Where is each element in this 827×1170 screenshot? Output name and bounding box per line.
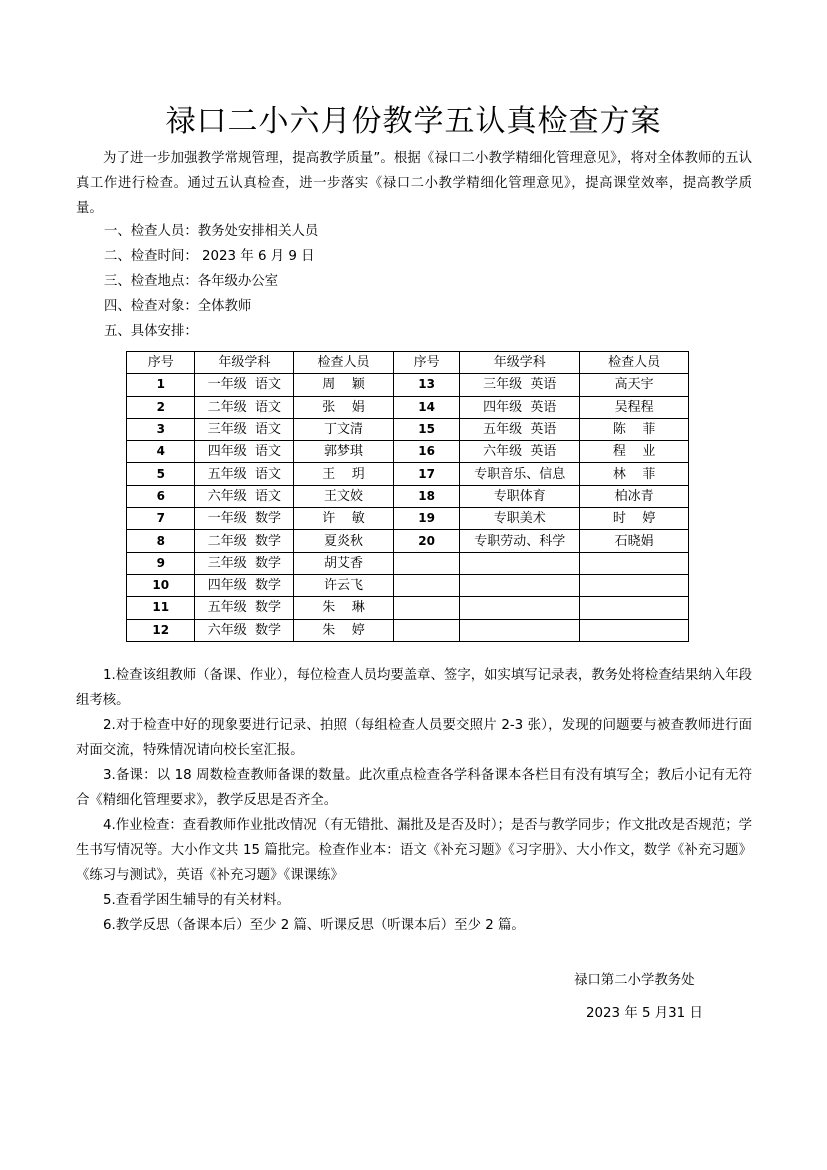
table-cell: 吴程程 <box>580 396 689 418</box>
table-cell: 周 颖 <box>294 374 394 396</box>
table-cell: 专职体育 <box>460 485 580 507</box>
table-cell: 石晓娟 <box>580 530 689 552</box>
table-cell: 张 娟 <box>294 396 394 418</box>
section-inspectors: 一、检查人员：教务处安排相关人员 <box>104 224 319 239</box>
section-location: 三、检查地点：各年级办公室 <box>104 274 279 289</box>
table-cell: 三年级 数学 <box>195 552 294 574</box>
table-cell: 陈 菲 <box>580 418 689 440</box>
header-cell: 年级学科 <box>195 352 294 374</box>
signature-org: 禄口第二小学教务处 <box>574 973 695 988</box>
table-cell: 9 <box>127 552 195 574</box>
table-cell: 7 <box>127 508 195 530</box>
table-cell: 5 <box>127 463 195 485</box>
table-cell: 夏炎秋 <box>294 530 394 552</box>
header-cell: 检查人员 <box>294 352 394 374</box>
table-row <box>127 485 689 507</box>
table-cell <box>580 574 689 596</box>
note-item: 2.对于检查中好的现象要进行记录、拍照（每组检查人员要交照片 2-3 张），发现的问题要与被查教师进行面对面交流，特殊情况请向校长室汇报。 <box>76 718 752 758</box>
table-cell: 三年级 语文 <box>195 418 294 440</box>
table-row <box>127 574 689 596</box>
table-cell: 15 <box>393 418 459 440</box>
table-cell: 二年级 语文 <box>195 396 294 418</box>
table-cell: 程 业 <box>580 441 689 463</box>
header-cell: 序号 <box>127 352 195 374</box>
table-cell <box>393 552 459 574</box>
signature-date: 2023 年 5 月31 日 <box>586 1006 703 1021</box>
table-header-row <box>127 352 689 374</box>
table-row <box>127 463 689 485</box>
table-cell: 六年级 英语 <box>460 441 580 463</box>
table-cell: 五年级 英语 <box>460 418 580 440</box>
table-row <box>127 619 689 641</box>
table-cell: 16 <box>393 441 459 463</box>
table-row <box>127 396 689 418</box>
table-cell: 胡艾香 <box>294 552 394 574</box>
table-cell: 10 <box>127 574 195 596</box>
table-cell: 8 <box>127 530 195 552</box>
table-cell: 六年级 数学 <box>195 619 294 641</box>
table-cell: 13 <box>393 374 459 396</box>
table-cell: 柏冰青 <box>580 485 689 507</box>
table-cell <box>460 619 580 641</box>
table-cell: 四年级 语文 <box>195 441 294 463</box>
table-row <box>127 441 689 463</box>
table-cell: 丁文清 <box>294 418 394 440</box>
table-cell <box>393 597 459 619</box>
table-cell: 3 <box>127 418 195 440</box>
table-cell <box>580 552 689 574</box>
section-time: 二、检查时间： 2023 年 6 月 9 日 <box>104 249 315 264</box>
table-cell: 王 玥 <box>294 463 394 485</box>
section-arrangement: 五、具体安排： <box>104 324 198 339</box>
schedule-table <box>126 351 689 642</box>
table-cell: 一年级 语文 <box>195 374 294 396</box>
note-item: 5.查看学困生辅导的有关材料。 <box>103 893 290 908</box>
table-cell: 四年级 英语 <box>460 396 580 418</box>
table-cell: 18 <box>393 485 459 507</box>
table-cell: 许云飞 <box>294 574 394 596</box>
table-row <box>127 418 689 440</box>
section-targets: 四、检查对象：全体教师 <box>104 299 252 314</box>
table-cell: 19 <box>393 508 459 530</box>
table-cell: 二年级 数学 <box>195 530 294 552</box>
table-row <box>127 374 689 396</box>
table-cell: 王文姣 <box>294 485 394 507</box>
table-cell <box>580 619 689 641</box>
table-cell: 1 <box>127 374 195 396</box>
table-cell: 许 敏 <box>294 508 394 530</box>
table-cell: 20 <box>393 530 459 552</box>
note-item: 3.备课：以 18 周数检查教师备课的数量。此次重点检查各学科备课本各栏目有没有填写全；教后小记有无符合《精细化管理要求》，教学反思是否齐全。 <box>76 768 752 808</box>
table-cell <box>460 574 580 596</box>
table-cell: 五年级 语文 <box>195 463 294 485</box>
note-item: 6.教学反思（备课本后）至少 2 篇、听课反思（听课本后）至少 2 篇。 <box>103 918 525 933</box>
table-cell: 2 <box>127 396 195 418</box>
table-cell: 专职劳动、科学 <box>460 530 580 552</box>
table-cell <box>393 574 459 596</box>
table-cell: 朱 琳 <box>294 597 394 619</box>
note-item: 4.作业检查：查看教师作业批改情况（有无错批、漏批及是否及时）；是否与教学同步；作文批改是否规范；学生书写情况等。大小作文共 15 篇批完。检查作业本：语文《补充习题》《习字册》、大小作文，数学《补充习题》《练习与测试》，英语《补充习题》《课课练》 <box>76 818 752 883</box>
table-cell <box>393 619 459 641</box>
table-cell: 高天宇 <box>580 374 689 396</box>
header-cell: 年级学科 <box>460 352 580 374</box>
table-cell <box>460 552 580 574</box>
table-cell: 时 婷 <box>580 508 689 530</box>
document-title: 禄口二小六月份教学五认真检查方案 <box>165 104 662 139</box>
table-cell: 6 <box>127 485 195 507</box>
table-cell: 4 <box>127 441 195 463</box>
table-cell: 六年级 语文 <box>195 485 294 507</box>
table-cell: 12 <box>127 619 195 641</box>
table-cell <box>580 597 689 619</box>
table-cell: 林 菲 <box>580 463 689 485</box>
table-cell: 朱 婷 <box>294 619 394 641</box>
table-cell: 四年级 数学 <box>195 574 294 596</box>
table-cell <box>460 597 580 619</box>
table-row <box>127 597 689 619</box>
table-row <box>127 508 689 530</box>
table-cell: 14 <box>393 396 459 418</box>
table-cell: 专职音乐、信息 <box>460 463 580 485</box>
notes-list <box>76 663 752 938</box>
table-cell: 17 <box>393 463 459 485</box>
table-cell: 郭梦琪 <box>294 441 394 463</box>
table-cell: 专职美术 <box>460 508 580 530</box>
note-item: 1.检查该组教师（备课、作业），每位检查人员均要盖章、签字，如实填写记录表，教务处将检查结果纳入年段组考核。 <box>76 668 752 708</box>
table-cell: 11 <box>127 597 195 619</box>
table-cell: 五年级 数学 <box>195 597 294 619</box>
table-row <box>127 530 689 552</box>
table-cell: 三年级 英语 <box>460 374 580 396</box>
intro-paragraph: 为了进一步加强教学常规管理，提高教学质量”。根据《禄口二小教学精细化管理意见》，将对全体教师的五认真工作进行检查。通过五认真检查，进一步落实《禄口二小教学精细化管理意见》，提高课堂效率，提高教学质量。 <box>76 151 752 216</box>
table-row <box>127 552 689 574</box>
header-cell: 序号 <box>393 352 459 374</box>
table-cell: 一年级 数学 <box>195 508 294 530</box>
header-cell: 检查人员 <box>580 352 689 374</box>
